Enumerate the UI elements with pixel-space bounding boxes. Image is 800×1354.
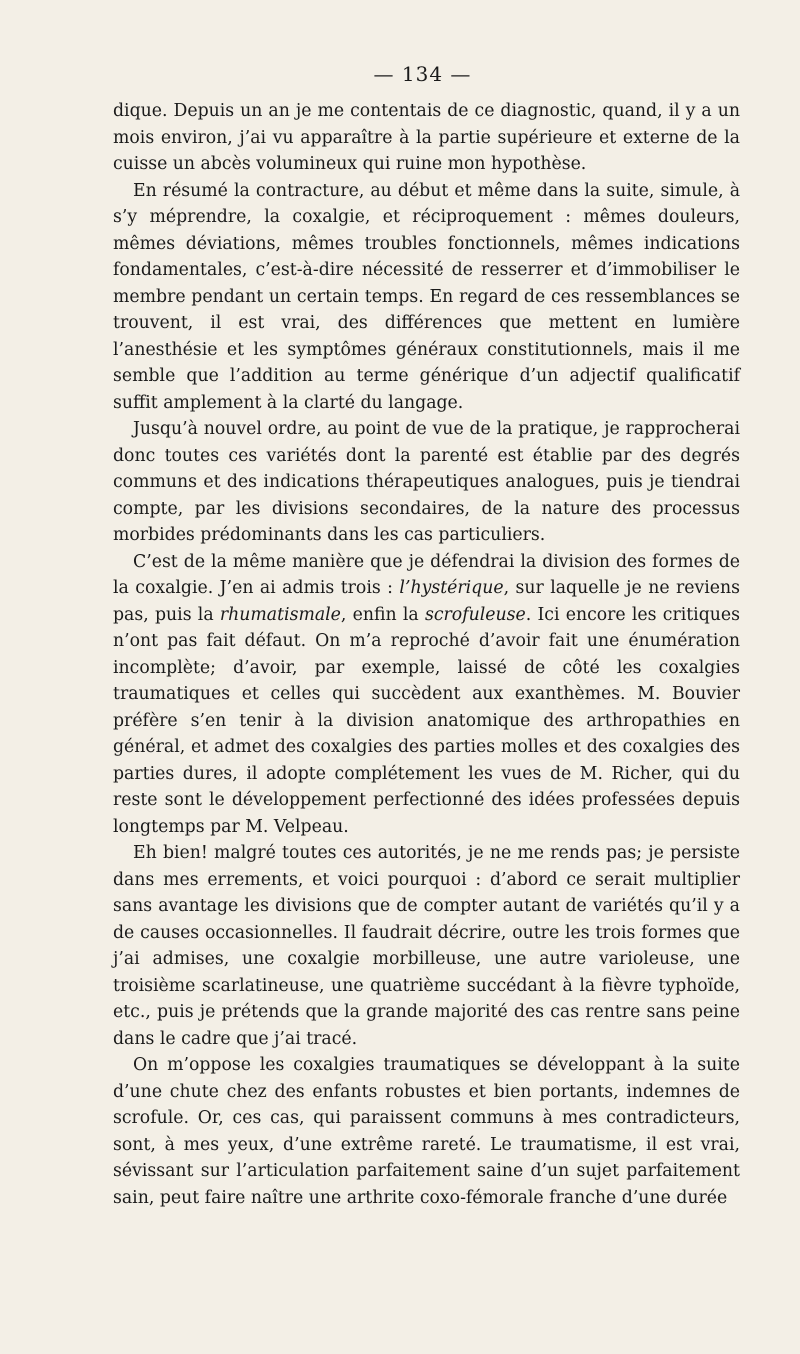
text-segment: . Ici encore les critiques n’ont pas fait défaut. On m’a reproché d’avoir fait une énumération incomplète; d’avoir, par exemple, laissé de côté les coxalgies traumatiques et celles qui succèdent aux exanthèmes. M. Bouvier préfère s’en tenir à la division anatomique des arthropathies en général, et admet des coxalgies des parties molles et des coxalgies des parties dures, il adopte complétement les vues de M. Richer, qui du reste sont le développement perfectionné des idées professées depuis longtemps par M. Velpeau. [113, 604, 740, 837]
text-segment: dique. Depuis un an je me contentais de ce diagnostic, quand, il y a un mois environ, j’ai vu apparaître à la partie supérieure et externe de la cuisse un abcès volumineux qui ruine mon hypothèse. [113, 101, 740, 174]
text-segment: , sur laquelle je ne reviens pas, puis la [113, 578, 740, 625]
italic-term: rhumatismale [219, 604, 341, 625]
text-segment: Eh bien! malgré toutes ces autorités, je ne me rends pas; je persiste dans mes errements, et voici pourquoi : d’abord ce serait multiplier sans avantage les divisions que de compter autant de variétés qu’il y a de causes occasionnelles. Il faudrait décrire, outre les trois formes que j’ai admises, une coxalgie morbilleuse, une autre varioleuse, une troisième scarlatineuse, une quatrième succédant à la fièvre typhoïde, etc., puis je prétends que la grande majorité des cas rentre sans peine dans le cadre que j’ai tracé. [113, 843, 740, 1049]
italic-term: scrofuleuse [424, 604, 526, 625]
paragraph [113, 840, 740, 1052]
text-segment: On m’oppose les coxalgies traumatiques se développant à la suite d’une chute chez des enfants robustes et bien portants, indemnes de scrofule. Or, ces cas, qui paraissent communs à mes contradicteurs, sont, à mes yeux, d’une extrême rareté. Le traumatisme, il est vrai, sévissant sur l’articulation parfaitement saine d’un sujet parfaitement sain, peut faire naître une arthrite coxo-fémorale franche d’une durée [113, 1055, 740, 1208]
paragraph [113, 178, 740, 417]
text-body [113, 98, 740, 1211]
page-number: — 134 — [373, 62, 472, 86]
paragraph [113, 98, 740, 178]
text-segment: , enfin la [340, 604, 425, 625]
text-segment: Jusqu’à nouvel ordre, au point de vue de la pratique, je rapprocherai donc toutes ces variétés dont la parenté est établie par des degrés communs et des indications thérapeutiques analogues, puis je tiendrai compte, par les divisions secondaires, de la nature des processus morbides prédominants dans les cas particuliers. [113, 419, 740, 545]
text-segment: C’est de la même manière que je défendrai la division des formes de la coxalgie. J’en ai admis trois : [113, 551, 740, 598]
italic-term: l’hystérique [399, 578, 504, 598]
paragraph [113, 416, 740, 549]
text-segment: En résumé la contracture, au début et même dans la suite, simule, à s’y méprendre, la coxalgie, et réciproquement : mêmes douleurs, mêmes déviations, mêmes troubles fonctionnels, mêmes indications fondamentales, c’est-à-dire nécessité de resserrer et d’immobiliser le membre pendant un certain temps. En regard de ces ressemblances se trouvent, il est vrai, des différences que mettent en lumière l’anesthésie et les symptômes généraux constitutionnels, mais il me semble que l’addition au terme générique d’un adjectif qualificatif suffit amplement à la clarté du langage. [113, 180, 740, 413]
paragraph [113, 549, 740, 841]
paragraph [113, 1052, 740, 1211]
